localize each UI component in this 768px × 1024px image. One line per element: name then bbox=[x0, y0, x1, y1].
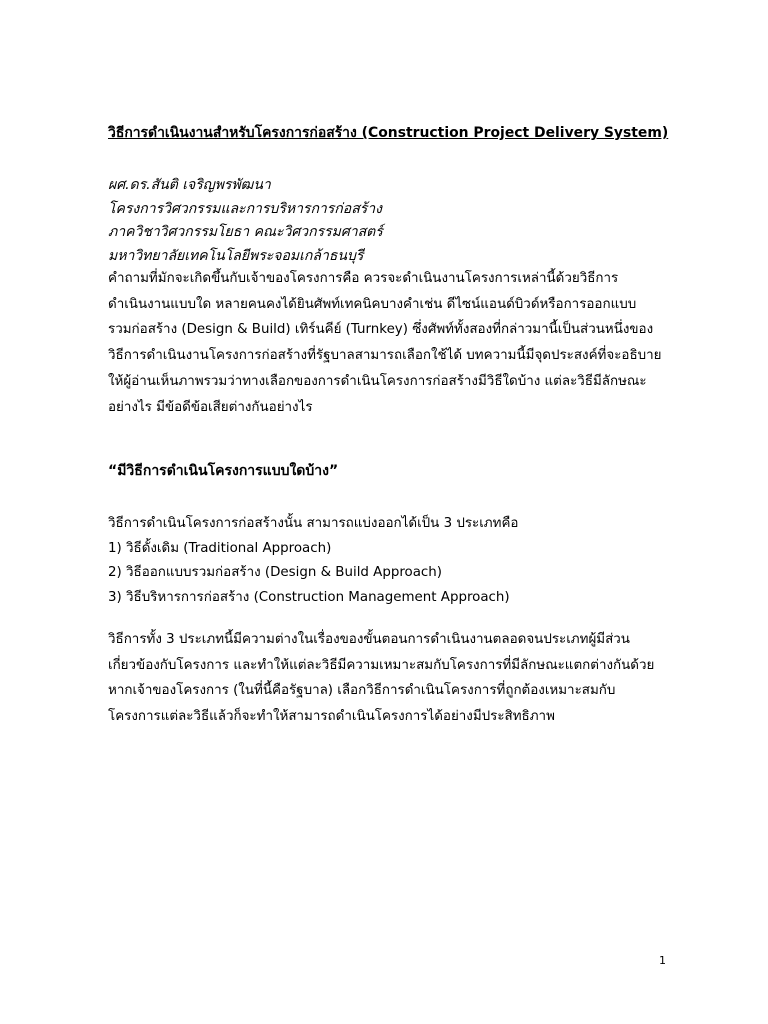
paragraph-line: วิธีการทั้ง 3 ประเภทนี้มีความต่างในเรื่องของขั้นตอนการดำเนินงานตลอดจนประเภทผู้มีส่วน bbox=[108, 632, 630, 647]
author-name: ผศ.ดร.สันติ เจริญพรพัฒนา bbox=[108, 177, 271, 193]
paragraph-line: เกี่ยวข้องกับโครงการ และทำให้แต่ละวิธีมีความเหมาะสมกับโครงการที่มีลักษณะแตกต่างกันด้วย bbox=[108, 657, 655, 673]
method-item: 3) วิธีบริหารการก่อสร้าง (Construction Management Approach) bbox=[108, 589, 510, 605]
paragraph-line: ให้ผู้อ่านเห็นภาพรวมว่าทางเลือกของการดำเนินโครงการก่อสร้างมีวิธีใดบ้าง แต่ละวิธีมีลักษณะ bbox=[108, 373, 647, 389]
page-number: 1 bbox=[659, 954, 666, 967]
paragraph-line: อย่างไร มีข้อดีข้อเสียต่างกันอย่างไร bbox=[108, 399, 313, 415]
intro-paragraph bbox=[108, 266, 668, 420]
method-item: 1) วิธีดั้งเดิม (Traditional Approach) bbox=[108, 540, 332, 556]
method-item: 2) วิธีออกแบบรวมก่อสร้าง (Design & Build Approach) bbox=[108, 565, 443, 580]
closing-paragraph bbox=[108, 627, 668, 730]
author-university: มหาวิทยาลัยเทคโนโลยีพระจอมเกล้าธนบุรี bbox=[108, 247, 364, 264]
methods-list bbox=[108, 512, 668, 610]
paragraph-line: โครงการแต่ละวิธีแล้วก็จะทำให้สามารถดำเนินโครงการได้อย่างมีประสิทธิภาพ bbox=[108, 709, 555, 725]
paragraph-line: คำถามที่มักจะเกิดขึ้นกับเจ้าของโครงการคือ ควรจะดำเนินงานโครงการเหล่านี้ด้วยวิธีการ bbox=[108, 271, 619, 286]
paragraph-line: หากเจ้าของโครงการ (ในที่นี้คือรัฐบาล) เลือกวิธีการดำเนินโครงการที่ถูกต้องเหมาะสมกับ bbox=[108, 683, 616, 699]
document-title: วิธีการดำเนินงานสำหรับโครงการก่อสร้าง (Construction Project Delivery System) bbox=[108, 125, 669, 141]
author-block bbox=[108, 174, 668, 268]
author-department: ภาควิชาวิศวกรรมโยธา คณะวิศวกรรมศาสตร์ bbox=[108, 224, 383, 240]
paragraph-line: รวมก่อสร้าง (Design & Build) เทิร์นคีย์ (Turnkey) ซึ่งศัพท์ทั้งสองที่กล่าวมานี้เป็นส่วนหนึ่งของ bbox=[108, 322, 654, 338]
paragraph-line: วิธีการดำเนินงานโครงการก่อสร้างที่รัฐบาลสามารถเลือกใช้ได้ บทความนี้มีจุดประสงค์ที่จะอธิบาย bbox=[108, 348, 662, 364]
methods-intro-line: วิธีการดำเนินโครงการก่อสร้างนั้น สามารถแบ่งออกได้เป็น 3 ประเภทคือ bbox=[108, 516, 519, 531]
paragraph-line: ดำเนินงานแบบใด หลายคนคงได้ยินศัพท์เทคนิคบางคำเช่น ดีไซน์แอนด์บิวด์หรือการออกแบบ bbox=[108, 296, 637, 312]
author-program: โครงการวิศวกรรมและการบริหารการก่อสร้าง bbox=[108, 200, 382, 217]
section-heading: “มีวิธีการดำเนินโครงการแบบใดบ้าง” bbox=[108, 463, 339, 479]
